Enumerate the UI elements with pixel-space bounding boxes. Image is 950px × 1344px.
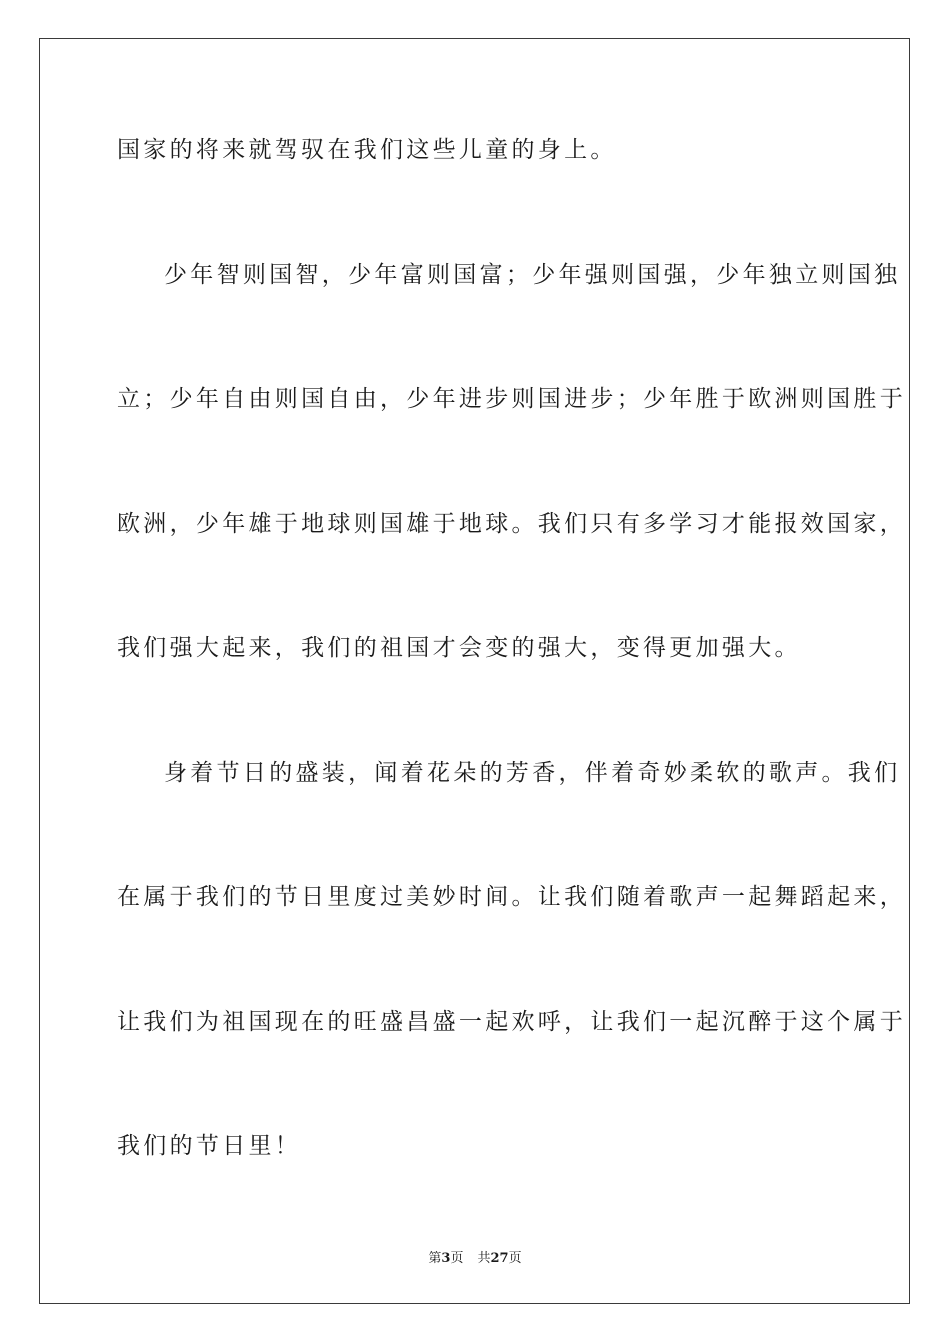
paragraph-line: 立；少年自由则国自由，少年进步则国进步；少年胜于欧洲则国胜于	[117, 386, 906, 412]
total-suffix: 页	[508, 1251, 522, 1266]
paragraph-line: 欧洲，少年雄于地球则国雄于地球。我们只有多学习才能报效国家，	[117, 511, 906, 537]
page-suffix: 页	[450, 1251, 464, 1266]
total-pages: 27	[490, 1251, 509, 1266]
paragraph-line: 少年智则国智，少年富则国富；少年强则国强，少年独立则国独	[164, 262, 901, 288]
page-prefix: 第	[428, 1251, 442, 1266]
paragraph-line: 国家的将来就驾驭在我们这些儿童的身上。	[117, 137, 617, 163]
total-prefix: 共	[477, 1251, 491, 1266]
page-number: 3	[441, 1251, 451, 1266]
paragraph-line: 身着节日的盛装，闻着花朵的芳香，伴着奇妙柔软的歌声。我们	[164, 760, 901, 786]
paragraph-line: 在属于我们的节日里度过美妙时间。让我们随着歌声一起舞蹈起来，	[117, 884, 906, 910]
paragraph-line: 我们强大起来，我们的祖国才会变的强大，变得更加强大。	[117, 635, 801, 661]
page-footer	[0, 1247, 950, 1266]
page-border	[39, 38, 910, 1304]
paragraph-line: 我们的节日里！	[117, 1133, 302, 1159]
paragraph-line: 让我们为祖国现在的旺盛昌盛一起欢呼，让我们一起沉醉于这个属于	[117, 1009, 906, 1035]
